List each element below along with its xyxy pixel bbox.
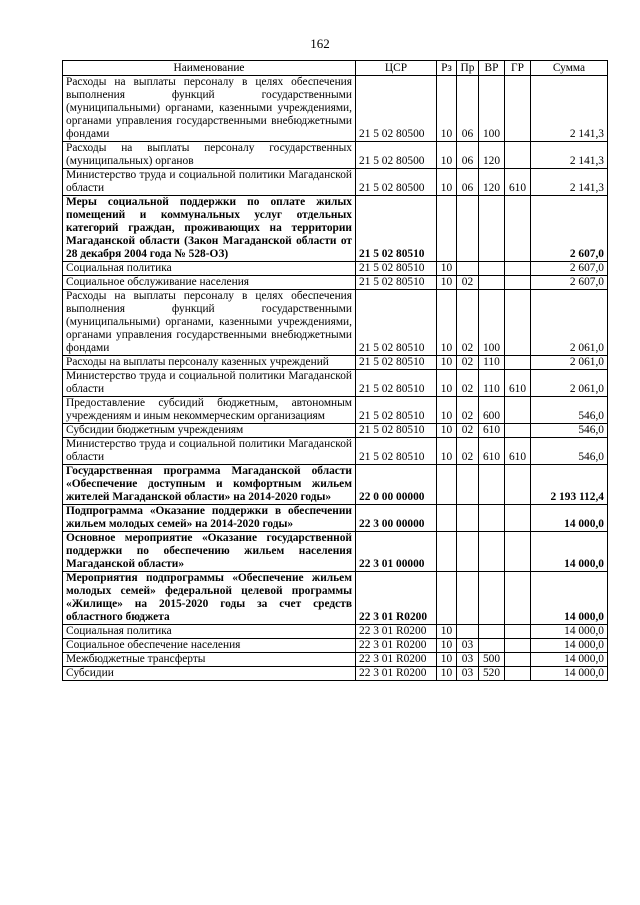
table-row (63, 572, 608, 625)
cell-gr (505, 76, 531, 142)
cell-gr (505, 424, 531, 438)
cell-pr: 02 (457, 356, 479, 370)
cell-sum: 2 141,3 (531, 76, 608, 142)
table-row (63, 505, 608, 532)
cell-rz: 10 (437, 625, 457, 639)
cell-vr: 520 (479, 667, 505, 681)
cell-rz: 10 (437, 76, 457, 142)
cell-rz: 10 (437, 438, 457, 465)
cell-rz: 10 (437, 356, 457, 370)
header-pr: Пр (457, 61, 479, 76)
cell-name: Социальная политика (63, 625, 356, 639)
header-sum: Сумма (531, 61, 608, 76)
cell-sum: 14 000,0 (531, 532, 608, 572)
cell-pr (457, 505, 479, 532)
cell-pr (457, 465, 479, 505)
cell-sum: 2 061,0 (531, 290, 608, 356)
cell-sum: 14 000,0 (531, 653, 608, 667)
cell-name: Субсидии бюджетным учреждениям (63, 424, 356, 438)
cell-vr (479, 196, 505, 262)
cell-gr (505, 276, 531, 290)
cell-name: Министерство труда и социальной политики Магаданской области (63, 169, 356, 196)
cell-sum: 14 000,0 (531, 667, 608, 681)
table-row (63, 438, 608, 465)
cell-gr: 610 (505, 438, 531, 465)
table-row (63, 276, 608, 290)
table-row (63, 370, 608, 397)
cell-pr (457, 625, 479, 639)
cell-name: Социальное обслуживание населения (63, 276, 356, 290)
cell-gr (505, 625, 531, 639)
cell-name: Расходы на выплаты персоналу государственных (муниципальных) органов (63, 142, 356, 169)
cell-vr (479, 276, 505, 290)
cell-name: Государственная программа Магаданской области «Обеспечение доступным и комфортным жильем жителей Магаданской области» на 2014-2020 годы» (63, 465, 356, 505)
cell-vr (479, 639, 505, 653)
cell-name: Министерство труда и социальной политики Магаданской области (63, 370, 356, 397)
cell-sum: 2 141,3 (531, 169, 608, 196)
table-row (63, 262, 608, 276)
cell-sum: 14 000,0 (531, 639, 608, 653)
cell-pr (457, 262, 479, 276)
table-row (63, 424, 608, 438)
table-row (63, 625, 608, 639)
cell-rz: 10 (437, 370, 457, 397)
cell-csr: 21 5 02 80510 (356, 276, 437, 290)
cell-gr (505, 290, 531, 356)
budget-table (62, 60, 608, 681)
header-name: Наименование (63, 61, 356, 76)
cell-name: Основное мероприятие «Оказание государственной поддержки по обеспечению жильем населения Магаданской области» (63, 532, 356, 572)
table-row (63, 397, 608, 424)
cell-csr: 21 5 02 80510 (356, 196, 437, 262)
cell-vr: 600 (479, 397, 505, 424)
cell-name: Расходы на выплаты персоналу в целях обеспечения выполнения функций государственными (муниципальными) органами, казенными учреждениями, органами управления государственными внебюджетными фондами (63, 76, 356, 142)
cell-rz (437, 532, 457, 572)
cell-csr: 21 5 02 80500 (356, 76, 437, 142)
cell-csr: 21 5 02 80500 (356, 142, 437, 169)
cell-vr (479, 532, 505, 572)
cell-vr: 100 (479, 76, 505, 142)
cell-sum: 546,0 (531, 424, 608, 438)
table-row (63, 142, 608, 169)
cell-csr: 21 5 02 80510 (356, 438, 437, 465)
cell-name: Предоставление субсидий бюджетным, автономным учреждениям и иным некоммерческим организациям (63, 397, 356, 424)
cell-name: Расходы на выплаты персоналу в целях обеспечения выполнения функций государственными (муниципальными) органами, казенными учреждениями, органами управления государственными внебюджетными фондами (63, 290, 356, 356)
table-row (63, 196, 608, 262)
cell-sum: 2 141,3 (531, 142, 608, 169)
cell-pr: 02 (457, 438, 479, 465)
cell-gr (505, 465, 531, 505)
page-number: 162 (310, 36, 330, 51)
cell-vr (479, 625, 505, 639)
cell-rz: 10 (437, 290, 457, 356)
cell-name: Субсидии (63, 667, 356, 681)
table-row (63, 667, 608, 681)
cell-csr: 21 5 02 80510 (356, 262, 437, 276)
table-row (63, 356, 608, 370)
cell-vr: 100 (479, 290, 505, 356)
cell-rz: 10 (437, 424, 457, 438)
cell-gr (505, 532, 531, 572)
table-header-row (63, 61, 608, 76)
cell-sum: 2 193 112,4 (531, 465, 608, 505)
cell-pr: 06 (457, 76, 479, 142)
cell-vr: 500 (479, 653, 505, 667)
cell-vr: 610 (479, 438, 505, 465)
cell-rz (437, 465, 457, 505)
cell-rz: 10 (437, 653, 457, 667)
header-csr: ЦСР (356, 61, 437, 76)
cell-name: Расходы на выплаты персоналу казенных учреждений (63, 356, 356, 370)
cell-vr: 120 (479, 142, 505, 169)
cell-gr (505, 639, 531, 653)
cell-gr (505, 196, 531, 262)
cell-pr: 03 (457, 639, 479, 653)
cell-sum: 546,0 (531, 438, 608, 465)
cell-csr: 22 3 00 00000 (356, 505, 437, 532)
header-vr: ВР (479, 61, 505, 76)
cell-rz: 10 (437, 276, 457, 290)
cell-rz: 10 (437, 639, 457, 653)
cell-csr: 21 5 02 80510 (356, 424, 437, 438)
cell-csr: 22 0 00 00000 (356, 465, 437, 505)
cell-name: Социальное обеспечение населения (63, 639, 356, 653)
cell-rz: 10 (437, 169, 457, 196)
cell-sum: 2 061,0 (531, 356, 608, 370)
header-rz: Рз (437, 61, 457, 76)
cell-name: Межбюджетные трансферты (63, 653, 356, 667)
cell-pr: 02 (457, 290, 479, 356)
cell-pr: 02 (457, 370, 479, 397)
cell-csr: 22 3 01 R0200 (356, 572, 437, 625)
cell-gr (505, 667, 531, 681)
cell-name: Министерство труда и социальной политики Магаданской области (63, 438, 356, 465)
cell-gr (505, 356, 531, 370)
cell-pr (457, 572, 479, 625)
table-body (63, 76, 608, 681)
cell-rz: 10 (437, 142, 457, 169)
cell-name: Социальная политика (63, 262, 356, 276)
table-row (63, 532, 608, 572)
cell-rz (437, 196, 457, 262)
cell-name: Мероприятия подпрограммы «Обеспечение жильем молодых семей» федеральной целевой программы «Жилище» на 2015-2020 годы за счет средств областного бюджета (63, 572, 356, 625)
cell-pr: 06 (457, 142, 479, 169)
cell-name: Подпрограмма «Оказание поддержки в обеспечении жильем молодых семей» на 2014-2020 годы» (63, 505, 356, 532)
cell-gr (505, 397, 531, 424)
cell-gr: 610 (505, 370, 531, 397)
cell-pr: 02 (457, 424, 479, 438)
header-gr: ГР (505, 61, 531, 76)
cell-csr: 22 3 01 00000 (356, 532, 437, 572)
cell-gr (505, 653, 531, 667)
cell-sum: 14 000,0 (531, 505, 608, 532)
cell-vr (479, 505, 505, 532)
cell-rz: 10 (437, 262, 457, 276)
cell-vr: 120 (479, 169, 505, 196)
cell-pr: 02 (457, 276, 479, 290)
cell-vr: 110 (479, 370, 505, 397)
cell-sum: 2 607,0 (531, 262, 608, 276)
cell-rz (437, 505, 457, 532)
cell-gr (505, 262, 531, 276)
cell-csr: 22 3 01 R0200 (356, 625, 437, 639)
cell-pr (457, 196, 479, 262)
cell-vr (479, 572, 505, 625)
cell-csr: 21 5 02 80510 (356, 370, 437, 397)
table-row (63, 290, 608, 356)
cell-csr: 21 5 02 80510 (356, 397, 437, 424)
cell-rz: 10 (437, 667, 457, 681)
cell-pr: 06 (457, 169, 479, 196)
cell-vr (479, 262, 505, 276)
cell-sum: 546,0 (531, 397, 608, 424)
cell-sum: 2 607,0 (531, 196, 608, 262)
cell-sum: 2 061,0 (531, 370, 608, 397)
cell-vr: 110 (479, 356, 505, 370)
cell-csr: 21 5 02 80500 (356, 169, 437, 196)
cell-gr (505, 142, 531, 169)
cell-gr (505, 572, 531, 625)
cell-sum: 14 000,0 (531, 572, 608, 625)
table-row (63, 169, 608, 196)
cell-csr: 22 3 01 R0200 (356, 667, 437, 681)
table-row (63, 653, 608, 667)
cell-pr: 02 (457, 397, 479, 424)
cell-csr: 21 5 02 80510 (356, 356, 437, 370)
cell-sum: 14 000,0 (531, 625, 608, 639)
cell-gr: 610 (505, 169, 531, 196)
cell-name: Меры социальной поддержки по оплате жилых помещений и коммунальных услуг отдельных категорий граждан, проживающих на территории Магаданской области (Закон Магаданской области от 28 декабря 2004 года № 528-ОЗ) (63, 196, 356, 262)
cell-rz: 10 (437, 397, 457, 424)
cell-vr (479, 465, 505, 505)
cell-vr: 610 (479, 424, 505, 438)
cell-gr (505, 505, 531, 532)
table-row (63, 639, 608, 653)
table-row (63, 465, 608, 505)
cell-pr: 03 (457, 653, 479, 667)
cell-csr: 22 3 01 R0200 (356, 639, 437, 653)
cell-rz (437, 572, 457, 625)
cell-pr (457, 532, 479, 572)
cell-sum: 2 607,0 (531, 276, 608, 290)
cell-pr: 03 (457, 667, 479, 681)
cell-csr: 21 5 02 80510 (356, 290, 437, 356)
table-row (63, 76, 608, 142)
cell-csr: 22 3 01 R0200 (356, 653, 437, 667)
